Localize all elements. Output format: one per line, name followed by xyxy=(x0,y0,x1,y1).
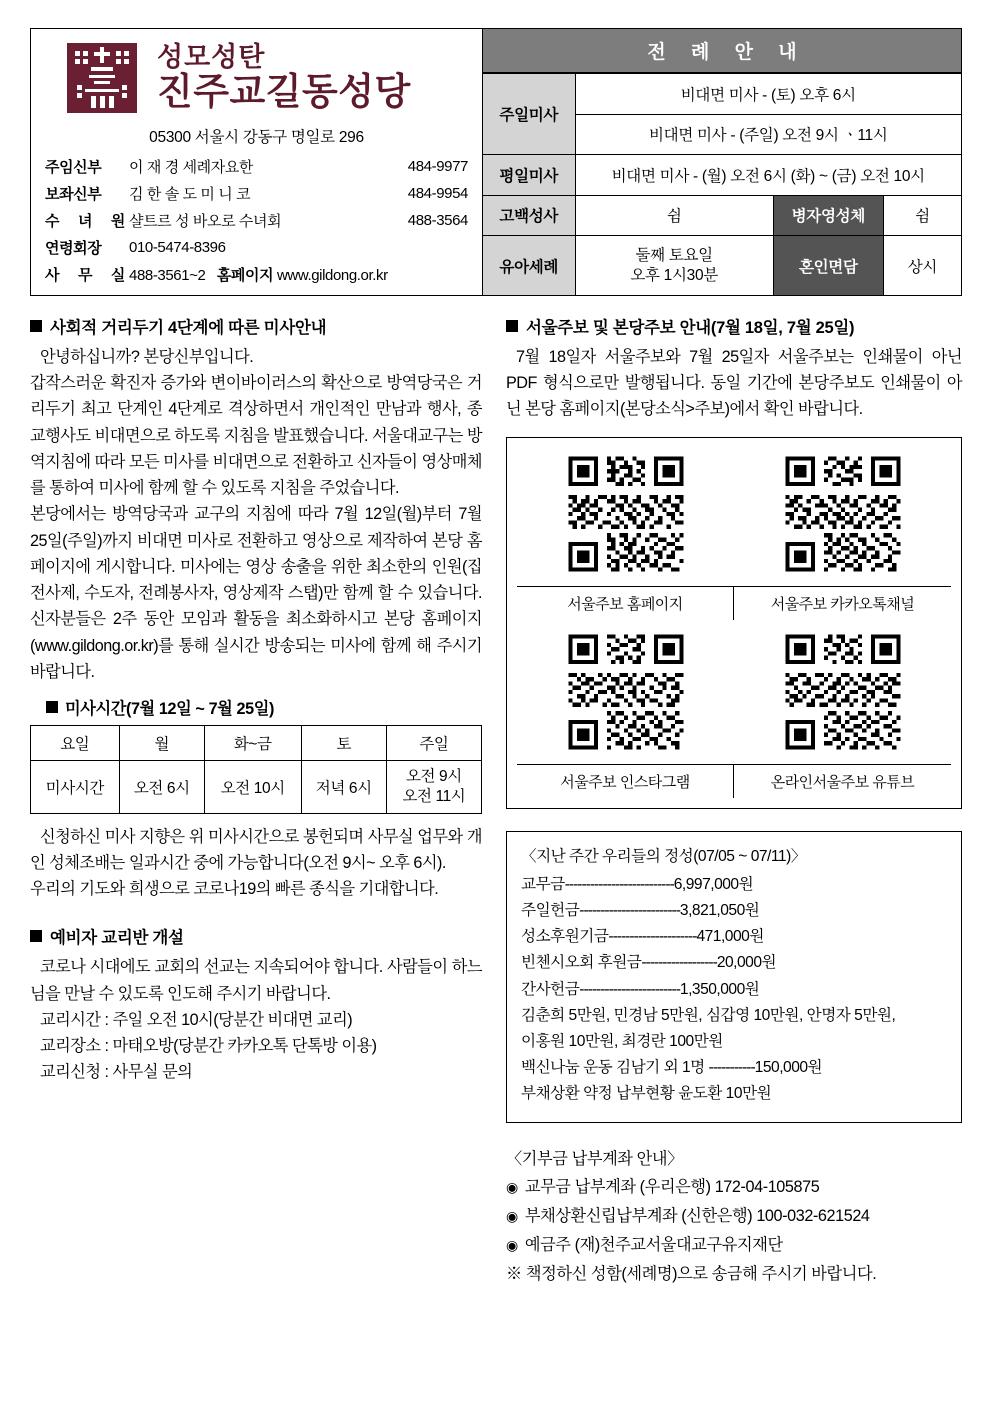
section-title-mass-guide xyxy=(30,314,482,338)
accounts-note: ※ 책정하신 성함(세례명)으로 송금해 주시기 바랍니다. xyxy=(506,1264,877,1283)
contact-tel: 488-3564 xyxy=(407,212,468,229)
confession-label: 고백성사 xyxy=(483,195,575,236)
offering-amount: 6,997,000원 xyxy=(673,875,754,893)
list-item: 교리장소 : 마태오방(당분간 카카오톡 단톡방 이용) xyxy=(40,1037,377,1056)
offering-dots: ------------------------ xyxy=(579,980,680,998)
masstime-header-0: 요일 xyxy=(31,726,120,761)
vaccine-amount: 150,000원 xyxy=(754,1059,823,1077)
church-sub-name: 성모성탄 xyxy=(157,42,266,73)
contact-label: 연령회장 xyxy=(45,240,102,257)
qr-code-icon[interactable] xyxy=(564,452,688,576)
offering-row xyxy=(521,898,947,924)
paragraph-2: 본당에서는 방역당국과 교구의 지침에 따라 7월 12일(월)부터 7월 25일(주일)까지 비대면 미사로 전환하고 영상으로 제작하여 본당 홈페이지에 게시합니다. 미사에는 영상 송출을 위한 최소한의 인원(집전사제, 수도자, 전례봉사자, 영상제작 스탭)만 함께 할 수 있습니다. 신자분들은 2주 동안 모임과 활동을 최소화하시고 본당 홈페이지(www.gildong.or.kr)를 통해 실시간 방송되는 미사에 함께 해 주시기 바랍니다. xyxy=(30,505,482,681)
table-row xyxy=(43,234,470,261)
qr-cell-seoul-homepage[interactable] xyxy=(517,452,734,620)
qr-code-box xyxy=(506,437,962,809)
qr-caption: 온라인서울주보 유튜브 xyxy=(734,764,951,798)
list-item xyxy=(506,1231,962,1260)
list-item: 교리신청 : 사무실 문의 xyxy=(40,1063,193,1082)
vaccine-offering-row xyxy=(521,1055,947,1081)
circle-bullet-icon: ◉ xyxy=(506,1208,518,1225)
account-text: 예금주 (재)천주교서울대교구유지재단 xyxy=(524,1236,783,1255)
marriage-label: 혼인면담 xyxy=(773,236,883,295)
table-row xyxy=(43,153,470,180)
contact-label: 주임신부 xyxy=(45,159,102,176)
qr-caption: 서울주보 홈페이지 xyxy=(517,586,734,620)
sick-communion-value: 쉼 xyxy=(883,195,961,236)
marriage-value: 상시 xyxy=(883,236,961,295)
baptism-value-line1: 둘째 토요일 xyxy=(635,246,713,264)
offering-amount: 3,821,050원 xyxy=(679,902,760,920)
masstime-subtitle-text: 미사시간(7월 12일 ~ 7월 25일) xyxy=(65,700,274,719)
offering-row xyxy=(521,950,947,976)
offering-dots: --------------------- xyxy=(608,928,697,946)
left-column xyxy=(30,310,482,1289)
list-item xyxy=(506,1173,962,1202)
baptism-label: 유아세례 xyxy=(483,236,575,295)
offering-row xyxy=(521,924,947,950)
paragraph-5: 코로나 시대에도 교회의 선교는 지속되어야 합니다. 사람들이 하느님을 만날 수 있도록 인도해 주시기 바랍니다. xyxy=(30,958,482,1003)
homepage-label: 홈페이지 xyxy=(216,267,274,284)
contact-label: 수 녀 원 xyxy=(45,213,125,230)
masstime-header-3: 토 xyxy=(301,726,386,761)
offering-dots: ------------------------ xyxy=(579,902,680,920)
liturgy-title: 전 례 안 내 xyxy=(483,29,961,73)
bulletin-notice-paragraph: 7월 18일자 서울주보와 7월 25일자 서울주보는 인쇄물이 아닌 PDF 형식으로만 발행됩니다. 동일 기간에 본당주보도 인쇄물이 아닌 본당 홈페이지(본당소식>주보)에서 확인 바랍니다. xyxy=(506,348,962,419)
account-text: 교무금 납부계좌 (우리은행) 172-04-105875 xyxy=(524,1178,820,1197)
offering-dots: ------------------ xyxy=(641,954,717,972)
table-row xyxy=(43,180,470,207)
office-contact-cell xyxy=(127,261,470,288)
table-row xyxy=(483,236,961,295)
donor-line-1: 김춘희 5만원, 민경남 5만원, 심갑영 10만원, 안명자 5만원, xyxy=(521,1006,896,1024)
homepage-url[interactable]: www.gildong.or.kr xyxy=(276,267,388,284)
qr-code-icon[interactable] xyxy=(781,630,905,754)
offering-amount: 1,350,000원 xyxy=(679,980,760,998)
table-row xyxy=(483,195,961,236)
parish-info-block xyxy=(31,29,483,295)
baptism-value-line2: 오후 1시30분 xyxy=(630,266,718,284)
offering-amount: 20,000원 xyxy=(716,954,777,972)
offering-name: 성소후원기금 xyxy=(521,928,609,946)
section-title-bulletin-notice xyxy=(506,314,962,338)
baptism-value xyxy=(575,236,773,295)
offering-dots: -------------------------- xyxy=(564,875,674,893)
table-row xyxy=(31,726,482,761)
offerings-title: 〈지난 주간 우리들의 정성(07/05 ~ 07/11)〉 xyxy=(521,847,806,865)
account-text: 부채상환신립납부계좌 (신한은행) 100-032-621524 xyxy=(524,1207,870,1226)
table-row xyxy=(483,155,961,196)
offering-row xyxy=(521,977,947,1003)
section-title-text: 예비자 교리반 개설 xyxy=(50,929,184,948)
table-row xyxy=(43,261,470,288)
donation-accounts-section xyxy=(506,1145,962,1289)
offering-name: 간사헌금 xyxy=(521,980,580,998)
liturgy-info-block xyxy=(483,29,961,295)
section-title-catechism xyxy=(30,924,482,948)
offering-name: 빈첸시오회 후원금 xyxy=(521,954,642,972)
contact-tel: 484-9954 xyxy=(407,185,468,202)
contact-tel: 484-9977 xyxy=(407,158,468,175)
circle-bullet-icon: ◉ xyxy=(506,1237,518,1254)
paragraph-4: 우리의 기도와 희생으로 코로나19의 빠른 종식을 기대합니다. xyxy=(30,880,439,899)
right-column xyxy=(506,310,962,1289)
masstime-header-4: 주일 xyxy=(386,726,481,761)
contact-label: 보좌신부 xyxy=(45,186,102,203)
vaccine-name: 백신나눔 운동 김남기 외 1명 xyxy=(521,1059,705,1077)
table-row xyxy=(43,207,470,234)
debt-repayment-line: 부채상환 약정 납부현황 윤도환 10만원 xyxy=(521,1085,772,1103)
masstime-sun-line2: 오전 11시 xyxy=(402,787,466,805)
section-title-text: 서울주보 및 본당주보 안내(7월 18일, 7월 25일) xyxy=(526,319,855,337)
offering-row xyxy=(521,872,947,898)
masstime-mon: 오전 6시 xyxy=(119,761,204,814)
paragraph-1: 갑작스러운 확진자 증가와 변이바이러스의 확산으로 방역당국은 거리두기 최고 단계인 4단계로 격상하면서 개인적인 만남과 행사, 종교행사도 비대면으로 하도록 지침을 발표했습니다. 서울대교구는 방역지침에 따라 모든 미사를 비대면으로 전환하고 신자들이 영상매체를 통하여 미사에 함께 할 수 있도록 지침을 주었습니다. xyxy=(30,374,482,498)
qr-caption: 서울주보 인스타그램 xyxy=(517,764,734,798)
bullet-square-icon xyxy=(506,320,518,332)
church-name-block xyxy=(157,43,411,112)
contact-name: 010-5474-8396 xyxy=(129,239,226,256)
table-row xyxy=(483,74,961,115)
masstime-table xyxy=(30,725,482,814)
bullet-square-icon xyxy=(46,701,58,713)
sunday-mass-sat: 비대면 미사 - (토) 오후 6시 xyxy=(575,74,961,115)
contact-table xyxy=(43,153,470,288)
contact-name: 이 재 경 세례자요한 xyxy=(129,159,254,176)
bulletin-header xyxy=(30,28,962,296)
masstime-header-2: 화~금 xyxy=(204,726,301,761)
masstime-sun-line1: 오전 9시 xyxy=(405,768,462,786)
qr-caption: 서울주보 카카오톡채널 xyxy=(734,586,951,620)
contact-name: 샬트르 성 바오로 수녀회 xyxy=(129,213,282,230)
paragraph-3: 신청하신 미사 지향은 위 미사시간으로 봉헌되며 사무실 업무와 개인 성체조배는 일과시간 중에 가능합니다(오전 9시~ 오후 6시). xyxy=(30,827,482,872)
bullet-square-icon xyxy=(30,930,42,942)
qr-grid xyxy=(517,452,951,798)
sunday-mass-label: 주일미사 xyxy=(483,74,575,155)
masstime-tue-fri: 오전 10시 xyxy=(204,761,301,814)
church-crest-icon xyxy=(61,39,143,117)
church-main-name: 진주교길동성당 xyxy=(157,70,411,112)
qr-code-icon[interactable] xyxy=(781,452,905,576)
catechism-list xyxy=(30,1007,482,1086)
greeting-text: 안녕하십니까? 본당신부입니다. xyxy=(40,348,254,366)
liturgy-table xyxy=(483,73,961,295)
masstime-subtitle xyxy=(46,695,482,719)
list-item xyxy=(506,1202,962,1231)
masstime-row-label: 미사시간 xyxy=(31,761,120,814)
qr-code-icon[interactable] xyxy=(564,630,688,754)
weekday-mass-label: 평일미사 xyxy=(483,155,575,196)
logo-row xyxy=(43,39,470,117)
content-columns xyxy=(30,310,962,1289)
masstime-header-1: 월 xyxy=(119,726,204,761)
confession-value: 쉼 xyxy=(575,195,773,236)
accounts-title: 〈기부금 납부계좌 안내〉 xyxy=(506,1149,683,1168)
qr-cell-instagram[interactable] xyxy=(517,630,734,798)
vaccine-dots: ----------- xyxy=(708,1059,755,1077)
offering-name: 주일헌금 xyxy=(521,902,580,920)
donor-line-2: 이홍원 10만원, 최경란 100만원 xyxy=(521,1033,723,1051)
circle-bullet-icon: ◉ xyxy=(506,1179,518,1196)
list-item: 교리시간 : 주일 오전 10시(당분간 비대면 교리) xyxy=(40,1010,353,1029)
offering-amount: 471,000원 xyxy=(696,928,764,946)
masstime-sat: 저녁 6시 xyxy=(301,761,386,814)
sick-communion-label: 병자영성체 xyxy=(773,195,883,236)
table-row xyxy=(31,761,482,814)
qr-cell-youtube[interactable] xyxy=(734,630,951,798)
contact-name: 김 한 솔 도 미 니 코 xyxy=(129,186,251,203)
section-title-text: 사회적 거리두기 4단계에 따른 미사안내 xyxy=(50,319,327,337)
sunday-mass-sun: 비대면 미사 - (주일) 오전 9시 ㆍ11시 xyxy=(575,114,961,155)
church-address: 05300 서울시 강동구 명일로 296 xyxy=(149,129,364,146)
qr-cell-kakao-channel[interactable] xyxy=(734,452,951,620)
office-label: 사 무 실 xyxy=(45,267,125,284)
offerings-box xyxy=(506,831,962,1123)
masstime-sun xyxy=(386,761,481,814)
weekday-mass-value: 비대면 미사 - (월) 오전 6시 (화) ~ (금) 오전 10시 xyxy=(575,155,961,196)
office-tel: 488-3561~2 xyxy=(129,267,206,284)
bullet-square-icon xyxy=(30,320,42,332)
offering-name: 교무금 xyxy=(521,875,565,893)
